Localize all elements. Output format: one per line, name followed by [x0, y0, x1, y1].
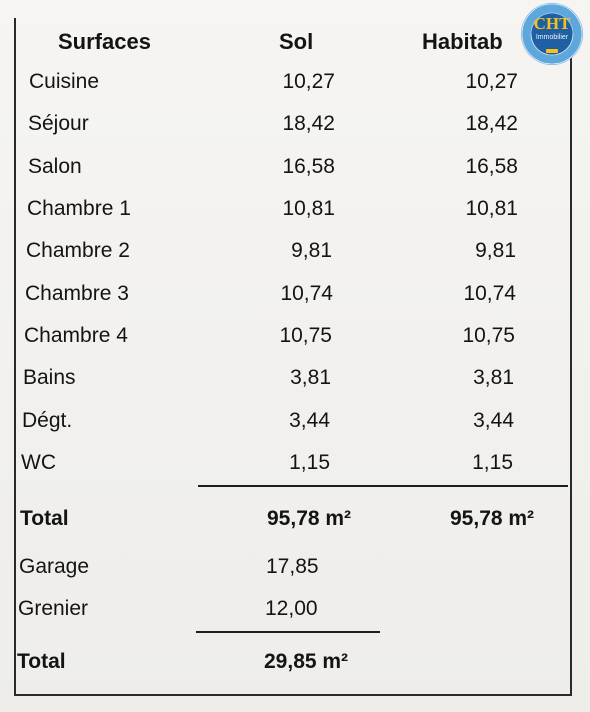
room-habitable-value: 1,15: [472, 451, 513, 474]
total-label: Total: [20, 507, 69, 530]
room-name: Bains: [23, 366, 76, 389]
room-habitable-value: 10,74: [463, 282, 516, 305]
annex-name: Grenier: [18, 597, 89, 620]
room-name: WC: [21, 451, 56, 474]
room-habitable-value: 10,27: [465, 70, 518, 93]
room-habitable-value: 3,44: [473, 409, 514, 432]
room-habitable-value: 3,81: [473, 366, 514, 389]
room-sol-value: 9,81: [291, 239, 332, 262]
cht-immobilier-logo: [520, 2, 584, 66]
room-sol-value: 10,74: [280, 282, 333, 305]
room-sol-value: 1,15: [289, 451, 330, 474]
header-surfaces: Surfaces: [58, 29, 151, 54]
room-sol-value: 10,27: [282, 70, 335, 93]
room-habitable-value: 16,58: [465, 155, 518, 178]
room-name: Dégt.: [22, 409, 73, 432]
room-name: Salon: [28, 155, 82, 178]
room-sol-value: 10,75: [279, 324, 332, 347]
logo-subtitle-text: Immobilier: [535, 34, 569, 41]
annex-total-sol-value: 29,85 m²: [264, 650, 349, 673]
room-habitable-value: 10,75: [462, 324, 515, 347]
room-sol-value: 3,81: [290, 366, 331, 389]
annex-sol-value: 17,85: [266, 555, 319, 578]
room-name: Chambre 1: [27, 197, 131, 220]
room-name: Cuisine: [29, 70, 100, 93]
logo-brand-text: CHT: [533, 14, 571, 33]
total-sol-value: 95,78 m²: [267, 507, 352, 530]
room-sol-value: 16,58: [282, 155, 335, 178]
annex-total-label: Total: [17, 650, 66, 673]
room-name: Chambre 3: [25, 282, 129, 305]
annex-sol-value: 12,00: [265, 597, 318, 620]
room-habitable-value: 9,81: [475, 239, 516, 262]
room-sol-value: 18,42: [282, 112, 335, 135]
header-habitable: Habitab: [422, 29, 503, 54]
room-name: Séjour: [28, 112, 89, 135]
subtotal-rule: [198, 485, 568, 487]
room-sol-value: 3,44: [289, 409, 330, 432]
annex-name: Garage: [19, 555, 90, 578]
header-sol: Sol: [279, 29, 314, 54]
room-sol-value: 10,81: [282, 197, 335, 220]
annex-total-rule: [196, 631, 380, 633]
room-habitable-value: 18,42: [465, 112, 518, 135]
total-habitable-value: 95,78 m²: [450, 507, 535, 530]
room-name: Chambre 2: [26, 239, 130, 262]
room-name: Chambre 4: [24, 324, 128, 347]
room-habitable-value: 10,81: [465, 197, 518, 220]
